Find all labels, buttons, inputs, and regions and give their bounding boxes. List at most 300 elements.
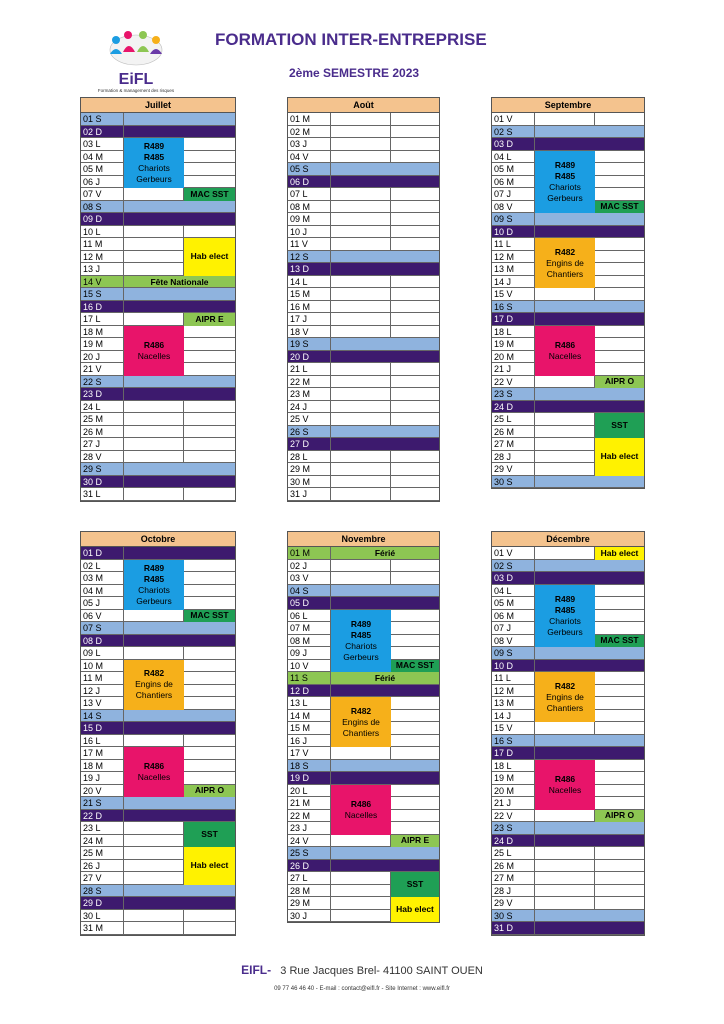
day-label: 18 S <box>288 760 331 772</box>
training-label: AIPR E <box>195 313 224 324</box>
training-label: Gerbeurs <box>136 595 172 606</box>
slot-cell <box>124 810 184 822</box>
holiday-label: Fête Nationale <box>150 276 209 287</box>
training-label: MAC SST <box>190 188 229 199</box>
slot-cell <box>331 897 391 909</box>
training-block <box>595 810 644 823</box>
slot-cell <box>391 622 439 634</box>
slot-cell <box>535 835 595 847</box>
slot-cell <box>391 238 439 250</box>
day-label: 24 D <box>492 401 535 413</box>
day-row <box>81 722 235 735</box>
slot-cell <box>184 376 235 388</box>
day-label: 18 V <box>288 326 331 338</box>
slot-cell <box>535 426 595 438</box>
slot-cell <box>124 635 184 647</box>
slot-cell <box>124 722 184 734</box>
slot-cell <box>391 226 439 238</box>
slot-cell <box>595 276 644 288</box>
day-row <box>81 213 235 226</box>
day-label: 20 M <box>492 351 535 363</box>
day-label: 26 M <box>81 426 124 438</box>
slot-cell <box>331 126 391 138</box>
day-row <box>288 597 439 610</box>
day-label: 03 L <box>81 138 124 150</box>
day-label: 29 V <box>492 463 535 475</box>
day-row <box>492 922 644 935</box>
day-label: 20 M <box>492 785 535 797</box>
day-label: 03 V <box>288 572 331 584</box>
slot-cell <box>391 376 439 388</box>
training-label: SST <box>201 829 218 839</box>
day-row <box>492 288 644 301</box>
training-label: MAC SST <box>190 610 229 621</box>
slot-cell <box>184 635 235 647</box>
logo-tagline: Formation & management des risques <box>97 88 175 93</box>
day-row <box>492 897 644 910</box>
day-label: 12 M <box>492 251 535 263</box>
training-block <box>535 151 595 214</box>
slot-cell <box>184 163 235 175</box>
training-block <box>331 610 391 673</box>
training-label: Chariots <box>549 615 581 626</box>
day-label: 15 V <box>492 722 535 734</box>
day-label: 15 M <box>288 722 331 734</box>
day-label: 03 D <box>492 572 535 584</box>
day-label: 02 S <box>492 560 535 572</box>
slot-cell <box>331 413 391 425</box>
slot-cell <box>184 351 235 363</box>
day-label: 09 J <box>288 647 331 659</box>
day-label: 03 J <box>288 138 331 150</box>
slot-cell <box>184 722 235 734</box>
slot-cell <box>124 388 184 400</box>
day-row <box>288 138 439 151</box>
day-row <box>81 463 235 476</box>
slot-cell <box>535 476 595 488</box>
day-label: 14 L <box>288 276 331 288</box>
slot-cell <box>595 835 644 847</box>
slot-cell <box>535 376 595 388</box>
day-label: 16 S <box>492 735 535 747</box>
slot-cell <box>331 176 391 188</box>
day-label: 30 L <box>81 910 124 922</box>
training-block <box>595 376 644 389</box>
slot-cell <box>331 476 391 488</box>
day-row <box>288 672 439 685</box>
training-label: R489 <box>350 618 372 629</box>
training-block <box>184 785 235 798</box>
day-row <box>81 810 235 823</box>
day-label: 29 D <box>81 897 124 909</box>
day-label: 04 L <box>492 585 535 597</box>
training-label: R482 <box>554 246 576 257</box>
slot-cell <box>595 188 644 200</box>
slot-cell <box>535 226 595 238</box>
day-label: 04 L <box>492 151 535 163</box>
training-label: R485 <box>350 629 372 640</box>
day-label: 25 L <box>492 413 535 425</box>
slot-cell <box>124 376 184 388</box>
slot-cell <box>124 710 184 722</box>
day-label: 09 S <box>492 647 535 659</box>
slot-cell <box>391 263 439 275</box>
day-row <box>492 647 644 660</box>
training-label: Engins de <box>135 679 173 689</box>
day-label: 15 S <box>81 288 124 300</box>
slot-cell <box>331 226 391 238</box>
day-label: 01 V <box>492 113 535 125</box>
slot-cell <box>124 622 184 634</box>
training-block <box>124 747 184 797</box>
day-row <box>81 226 235 239</box>
slot-cell <box>535 388 595 400</box>
day-label: 20 V <box>81 785 124 797</box>
training-block <box>535 672 595 722</box>
day-label: 01 V <box>492 547 535 559</box>
slot-cell <box>184 213 235 225</box>
slot-cell <box>331 885 391 897</box>
slot-cell <box>391 188 439 200</box>
training-block <box>595 635 644 648</box>
day-label: 16 L <box>81 735 124 747</box>
slot-cell <box>184 401 235 413</box>
day-row <box>288 126 439 139</box>
day-label: 26 D <box>288 860 331 872</box>
slot-cell <box>595 213 644 225</box>
slot-cell <box>331 351 391 363</box>
day-label: 19 M <box>81 338 124 350</box>
day-label: 27 D <box>288 438 331 450</box>
month-3 <box>80 531 236 936</box>
day-row <box>288 301 439 314</box>
day-label: 03 D <box>492 138 535 150</box>
training-label: Nacelles <box>548 350 582 361</box>
slot-cell <box>535 451 595 463</box>
day-row <box>81 922 235 935</box>
slot-cell <box>331 585 391 597</box>
day-label: 22 M <box>288 810 331 822</box>
slot-cell <box>391 585 439 597</box>
day-row <box>288 547 439 560</box>
day-label: 02 L <box>81 560 124 572</box>
training-label: Gerbeurs <box>547 192 583 203</box>
day-label: 13 J <box>81 263 124 275</box>
day-label: 12 D <box>288 685 331 697</box>
day-row <box>81 488 235 501</box>
slot-cell <box>391 697 439 709</box>
day-label: 17 J <box>288 313 331 325</box>
training-label: MAC SST <box>600 201 639 212</box>
training-label: Hab elect <box>396 904 434 914</box>
day-label: 21 J <box>492 797 535 809</box>
day-label: 24 J <box>288 401 331 413</box>
slot-cell <box>124 860 184 872</box>
day-label: 07 V <box>81 188 124 200</box>
day-label: 10 D <box>492 226 535 238</box>
slot-cell <box>595 351 644 363</box>
slot-cell <box>595 660 644 672</box>
day-row <box>81 113 235 126</box>
slot-cell <box>595 922 644 934</box>
slot-cell <box>124 263 184 275</box>
slot-cell <box>331 338 391 350</box>
slot-cell <box>124 438 184 450</box>
slot-cell <box>124 610 184 622</box>
slot-cell <box>184 201 235 213</box>
day-label: 20 L <box>288 785 331 797</box>
day-label: 04 V <box>288 151 331 163</box>
slot-cell <box>184 597 235 609</box>
slot-cell <box>595 722 644 734</box>
day-label: 28 M <box>288 885 331 897</box>
day-label: 02 M <box>288 126 331 138</box>
month-title: Septembre <box>492 98 644 113</box>
day-label: 19 S <box>288 338 331 350</box>
slot-cell <box>391 288 439 300</box>
day-row <box>288 338 439 351</box>
day-label: 23 J <box>288 822 331 834</box>
day-label: 21 L <box>288 363 331 375</box>
day-label: 01 S <box>81 113 124 125</box>
day-row <box>288 760 439 773</box>
slot-cell <box>391 313 439 325</box>
day-row <box>81 288 235 301</box>
day-label: 18 M <box>81 760 124 772</box>
slot-cell <box>124 835 184 847</box>
holiday-label: Férié <box>374 548 396 558</box>
slot-cell <box>535 463 595 475</box>
training-label: R486 <box>554 339 576 350</box>
day-row <box>81 301 235 314</box>
slot-cell <box>184 622 235 634</box>
day-row <box>288 376 439 389</box>
slot-cell <box>124 451 184 463</box>
day-label: 17 D <box>492 313 535 325</box>
training-block <box>391 835 439 848</box>
slot-cell <box>535 438 595 450</box>
day-label: 24 V <box>288 835 331 847</box>
slot-cell <box>391 351 439 363</box>
slot-cell <box>391 476 439 488</box>
day-label: 09 S <box>492 213 535 225</box>
day-label: 10 V <box>288 660 331 672</box>
slot-cell <box>331 238 391 250</box>
day-label: 08 D <box>81 635 124 647</box>
slot-cell <box>391 488 439 500</box>
slot-cell <box>391 413 439 425</box>
slot-cell <box>595 251 644 263</box>
day-row <box>288 263 439 276</box>
day-label: 08 V <box>492 201 535 213</box>
day-row <box>81 622 235 635</box>
training-label: AIPR O <box>604 376 635 387</box>
training-label: Chariots <box>549 181 581 192</box>
slot-cell <box>331 426 391 438</box>
training-label: Chariots <box>138 584 170 595</box>
day-row <box>81 438 235 451</box>
slot-cell <box>391 213 439 225</box>
day-label: 06 V <box>81 610 124 622</box>
day-row <box>288 401 439 414</box>
month-1 <box>287 97 440 502</box>
slot-cell <box>595 622 644 634</box>
day-row <box>81 635 235 648</box>
training-label: Nacelles <box>548 784 582 795</box>
month-days <box>492 113 644 488</box>
month-2 <box>491 97 645 489</box>
day-label: 28 L <box>288 451 331 463</box>
slot-cell <box>331 376 391 388</box>
day-label: 22 V <box>492 810 535 822</box>
slot-cell <box>124 188 184 200</box>
slot-cell <box>595 313 644 325</box>
day-label: 07 S <box>81 622 124 634</box>
day-label: 26 J <box>81 860 124 872</box>
day-row <box>492 735 644 748</box>
slot-cell <box>595 772 644 784</box>
day-row <box>288 113 439 126</box>
slot-cell <box>124 488 184 500</box>
day-label: 05 S <box>288 163 331 175</box>
slot-cell <box>391 463 439 475</box>
holiday-label: Férié <box>374 673 396 683</box>
slot-cell <box>124 413 184 425</box>
footer-address-line <box>0 963 724 977</box>
slot-cell <box>595 326 644 338</box>
slot-cell <box>124 872 184 884</box>
page-subtitle: 2ème SEMESTRE 2023 <box>289 66 420 80</box>
day-row <box>288 747 439 760</box>
day-row <box>288 463 439 476</box>
day-row <box>492 660 644 673</box>
slot-cell <box>535 138 595 150</box>
day-label: 18 L <box>492 326 535 338</box>
slot-cell <box>391 251 439 263</box>
day-label: 12 J <box>81 685 124 697</box>
day-label: 21 S <box>81 797 124 809</box>
day-row <box>492 872 644 885</box>
slot-cell <box>391 635 439 647</box>
training-label: Hab elect <box>190 251 229 262</box>
day-label: 17 D <box>492 747 535 759</box>
slot-cell <box>595 822 644 834</box>
slot-cell <box>595 747 644 759</box>
slot-cell <box>535 810 595 822</box>
day-label: 11 L <box>492 672 535 684</box>
slot-cell <box>391 126 439 138</box>
slot-cell <box>331 451 391 463</box>
training-label: Hab elect <box>190 860 229 871</box>
month-days <box>492 547 644 935</box>
day-label: 26 S <box>288 426 331 438</box>
slot-cell <box>535 288 595 300</box>
slot-cell <box>391 772 439 784</box>
day-row <box>492 226 644 239</box>
day-row <box>492 822 644 835</box>
day-label: 25 M <box>81 847 124 859</box>
slot-cell <box>391 572 439 584</box>
day-label: 23 M <box>288 388 331 400</box>
day-label: 07 J <box>492 622 535 634</box>
slot-cell <box>595 572 644 584</box>
training-label: AIPR O <box>604 810 635 821</box>
slot-cell <box>595 363 644 375</box>
day-label: 23 S <box>492 822 535 834</box>
slot-cell <box>124 735 184 747</box>
day-label: 27 M <box>492 872 535 884</box>
day-row <box>81 426 235 439</box>
slot-cell <box>391 163 439 175</box>
slot-cell <box>124 822 184 834</box>
slot-cell <box>535 301 595 313</box>
day-label: 15 D <box>81 722 124 734</box>
slot-cell <box>535 401 595 413</box>
day-label: 06 J <box>81 176 124 188</box>
day-label: 15 V <box>492 288 535 300</box>
day-row <box>81 388 235 401</box>
slot-cell <box>391 747 439 759</box>
slot-cell <box>535 113 595 125</box>
day-row <box>81 476 235 489</box>
day-label: 30 S <box>492 910 535 922</box>
slot-cell <box>331 251 391 263</box>
day-label: 01 M <box>288 547 331 559</box>
slot-cell <box>391 735 439 747</box>
training-label: R489 <box>143 562 165 573</box>
training-block <box>124 138 184 188</box>
day-row <box>288 151 439 164</box>
slot-cell <box>184 585 235 597</box>
slot-cell <box>184 547 235 559</box>
slot-cell <box>124 885 184 897</box>
training-block <box>184 610 235 623</box>
slot-cell <box>184 922 235 934</box>
slot-cell <box>124 201 184 213</box>
day-label: 06 M <box>492 176 535 188</box>
svg-text:EiFL: EiFL <box>118 71 154 88</box>
training-label: Engins de <box>546 691 584 702</box>
slot-cell <box>595 176 644 188</box>
slot-cell <box>535 922 595 934</box>
day-label: 20 D <box>288 351 331 363</box>
day-label: 24 D <box>492 835 535 847</box>
slot-cell <box>184 113 235 125</box>
slot-cell <box>331 760 391 772</box>
day-row <box>81 885 235 898</box>
slot-cell <box>331 113 391 125</box>
slot-cell <box>331 488 391 500</box>
day-row <box>288 572 439 585</box>
day-row <box>288 772 439 785</box>
slot-cell <box>535 747 595 759</box>
slot-cell <box>595 138 644 150</box>
day-label: 30 M <box>288 476 331 488</box>
slot-cell <box>184 301 235 313</box>
day-row <box>492 388 644 401</box>
slot-cell <box>331 363 391 375</box>
slot-cell <box>535 660 595 672</box>
day-label: 27 V <box>81 872 124 884</box>
day-label: 01 M <box>288 113 331 125</box>
training-block <box>124 326 184 376</box>
day-label: 11 M <box>81 238 124 250</box>
slot-cell <box>595 476 644 488</box>
slot-cell <box>331 163 391 175</box>
day-row <box>81 276 235 289</box>
slot-cell <box>331 188 391 200</box>
training-label: Nacelles <box>137 772 171 782</box>
